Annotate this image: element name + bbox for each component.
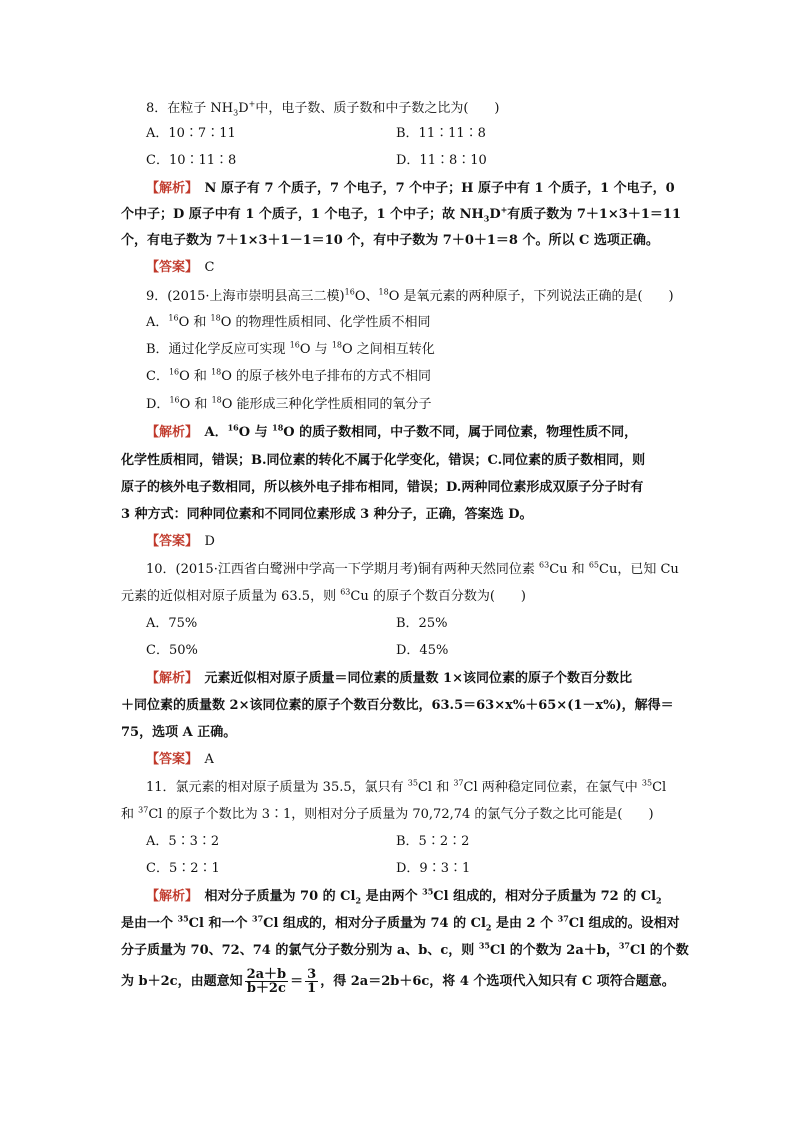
analysis-tag: 【解析】 <box>146 425 192 440</box>
q11-option-a: A．5∶3∶2 <box>146 834 220 849</box>
analysis-tag: 【解析】 <box>146 889 192 904</box>
q11-analysis-line-1: 【解析】 相对分子质量为 70 的 $Cl_2$ 是由两个 $^{35}$Cl 组成的，相对分子质量为 72 的 $Cl_2$ <box>146 886 662 906</box>
q9-option-a: A．$^{16}$O 和 $^{18}$O 的物理性质相同、化学性质不相同 <box>146 313 431 330</box>
fraction-2a-b-over-b-2c: $\frac{2a+b}{b+2c}$ <box>246 967 287 996</box>
q10-answer: 【答案】 A <box>146 752 214 767</box>
q10-option-b: B．25% <box>396 616 448 631</box>
q10-analysis-line-2: ＋同位素的质量数 2×该同位素的原子个数百分数比，63.5＝63×x%＋65×(1－x%)，解得＝ <box>121 698 674 713</box>
q11-analysis-line-3: 分子质量为 70、72、74 的氯气分子数分别为 a、b、c，则 $^{35}$Cl 的个数为 2a＋b，$^{37}$Cl 的个数 <box>121 940 689 958</box>
analysis-tag: 【解析】 <box>146 671 192 686</box>
q11-stem-line-2: 和 $^{37}$Cl 的原子个数比为 3∶1，则相对分子质量为 70,72,74 的氯气分子数之比可能是( ) <box>121 805 654 822</box>
q11-option-d: D．9∶3∶1 <box>396 861 471 876</box>
q11-analysis-line-4: 为 b＋2c，由题意知 $\frac{2a+b}{b+2c}$ ＝ $\frac{3}{1}$ ，得 2a＝2b＋6c，将 4 个选项代入知只有 C 项符合题意。 <box>121 967 675 996</box>
q10-option-c: C．50% <box>146 643 198 658</box>
answer-tag: 【答案】 <box>146 534 192 549</box>
q9-option-b: B．通过化学反应可实现 $^{16}$O 与 $^{18}$O 之间相互转化 <box>146 340 435 357</box>
q11-analysis-line-2: 是由一个 $^{35}$Cl 和一个 $^{37}$Cl 组成的，相对分子质量为 74 的 $Cl_2$ 是由 2 个 $^{37}$Cl 组成的。设相对 <box>121 913 680 933</box>
q8-option-b: B．11∶11∶8 <box>396 126 486 141</box>
q10-analysis-line-1: 【解析】 元素近似相对原子质量＝同位素的质量数 1×该同位素的原子个数百分数比 <box>146 671 632 686</box>
q10-stem-line-1: 10．(2015·江西省白鹭洲中学高一下学期月考)铜有两种天然同位素 $^{63}$Cu 和 $^{65}$Cu，已知 Cu <box>146 560 679 577</box>
answer-tag: 【答案】 <box>146 752 192 767</box>
q8-analysis-line-1: 【解析】 N 原子有 7 个质子，7 个电子，7 个中子；H 原子中有 1 个质子，1 个电子，0 <box>146 181 675 196</box>
q8-stem: 8．在粒子 $NH_3D^+$中，电子数、质子数和中子数之比为( ) <box>146 99 500 118</box>
q9-analysis-line-2: 化学性质相同，错误；B.同位素的转化不属于化学变化，错误；C.同位素的质子数相同，则 <box>121 453 646 468</box>
q10-option-d: D．45% <box>396 643 449 658</box>
q9-answer: 【答案】 D <box>146 534 215 549</box>
q8-analysis-line-3: 个，有电子数为 7＋1×3＋1－1＝10 个，有中子数为 7＋0＋1＝8 个。所以 C 选项正确。 <box>121 233 659 248</box>
q9-analysis-line-4: 3 种方式：同种同位素和不同同位素形成 3 种分子，正确，答案选 D。 <box>121 507 533 522</box>
q9-option-d: D．$^{16}$O 和 $^{18}$O 能形成三种化学性质相同的氧分子 <box>146 395 432 412</box>
fraction-3-over-1: $\frac{3}{1}$ <box>307 967 317 996</box>
q8-option-c: C．10∶11∶8 <box>146 153 237 168</box>
q9-stem: 9．(2015·上海市崇明县高三二模)$^{16}$O、$^{18}$O 是氧元素的两种原子，下列说法正确的是( ) <box>146 287 674 304</box>
q8-option-a: A．10∶7∶11 <box>146 126 236 141</box>
q8-option-d: D．11∶8∶10 <box>396 153 487 168</box>
q8-analysis-line-2: 个中子；D 原子中有 1 个质子，1 个电子，1 个中子；故 $NH_3D^+$有质子数为 7＋1×3＋1＝11 <box>121 204 681 224</box>
answer-tag: 【答案】 <box>146 260 192 275</box>
q11-option-c: C．5∶2∶1 <box>146 861 220 876</box>
q8-answer: 【答案】 C <box>146 260 215 275</box>
analysis-tag: 【解析】 <box>146 181 192 196</box>
q9-analysis-line-3: 原子的核外电子数相同，所以核外电子排布相同，错误；D.两种同位素形成双原子分子时有 <box>121 480 644 495</box>
q9-option-c: C．$^{16}$O 和 $^{18}$O 的原子核外电子排布的方式不相同 <box>146 367 432 384</box>
q11-stem-line-1: 11．氯元素的相对原子质量为 35.5，氯只有 $^{35}$Cl 和 $^{37}$Cl 两种稳定同位素，在氯气中 $^{35}$Cl <box>146 778 667 795</box>
q10-option-a: A．75% <box>146 616 198 631</box>
q10-stem-line-2: 元素的近似相对原子质量为 63.5，则 $^{63}$Cu 的原子个数百分数为( ) <box>121 587 527 604</box>
q11-option-b: B．5∶2∶2 <box>396 834 470 849</box>
q10-analysis-line-3: 75，选项 A 正确。 <box>121 725 237 740</box>
q9-analysis-line-1: 【解析】 A．$^{16}$O 与 $^{18}$O 的质子数相同，中子数不同，属于同位素，物理性质不同， <box>146 422 638 440</box>
